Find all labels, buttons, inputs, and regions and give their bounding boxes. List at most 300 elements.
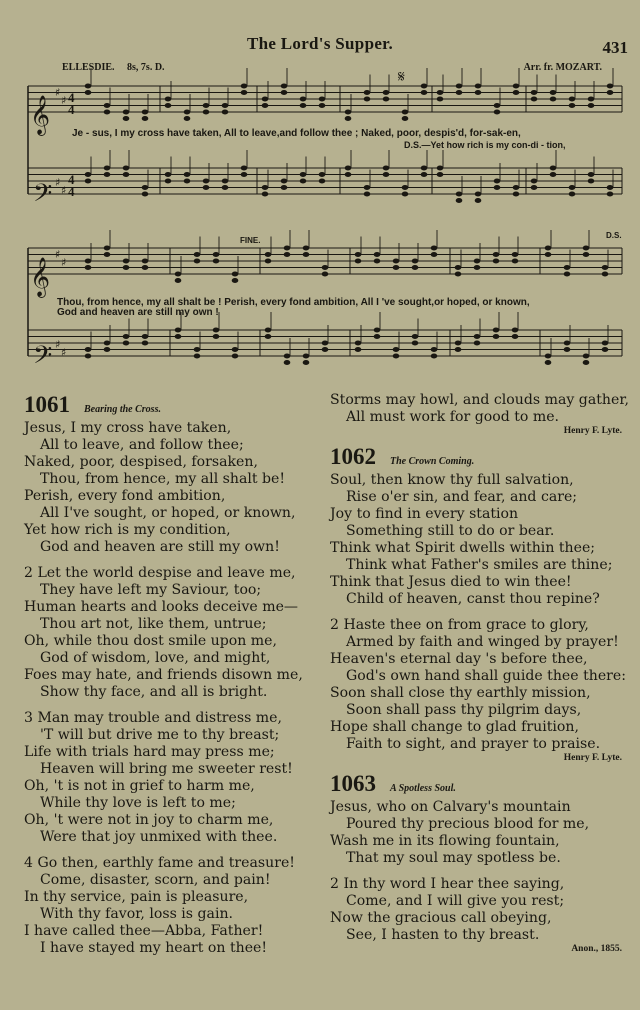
note-head: [564, 341, 571, 346]
stanza-line: Heaven's eternal day 's before thee,: [330, 651, 588, 667]
stanza-number: 3: [24, 710, 38, 726]
note-head: [300, 97, 307, 102]
note-head: [203, 110, 210, 115]
note-head: [545, 360, 552, 365]
note-head: [607, 185, 614, 190]
note-head: [602, 341, 609, 346]
note-head: [104, 246, 111, 251]
tune-name: ELLESDIE.: [62, 62, 115, 73]
note-head: [303, 360, 310, 365]
note-head: [104, 103, 111, 108]
note-head: [545, 354, 552, 359]
note-head: [104, 110, 111, 115]
note-head: [194, 259, 201, 264]
note-head: [213, 328, 220, 333]
note-head: [437, 166, 444, 171]
note-head: [184, 179, 191, 184]
note-head: [494, 185, 501, 190]
stanza-line: I have called thee—Abba, Father!: [24, 923, 264, 939]
stanza-line: See, I hasten to thy breast.: [346, 927, 540, 943]
note-head: [300, 172, 307, 177]
stanza-line: Heaven will bring me sweeter rest!: [40, 761, 293, 777]
note-head: [474, 334, 481, 339]
note-head: [513, 192, 520, 197]
note-head: [241, 166, 248, 171]
hymn-attribution: Henry F. Lyte.: [563, 426, 622, 436]
note-head: [602, 265, 609, 270]
hymn-attribution: Anon., 1855.: [571, 944, 622, 954]
stanza-line: Soul, then know thy full salvation,: [330, 472, 574, 488]
note-head: [564, 265, 571, 270]
stanza-line: 3 Man may trouble and distress me,: [24, 710, 282, 726]
note-head: [602, 347, 609, 352]
lyrics-line-2: Thou, from hence, my all shalt be ! Perish, every fond ambition, All I 've sought,or hoped, or known,: [57, 297, 530, 308]
stanza-line: Human hearts and looks deceive me—: [24, 599, 299, 615]
note-head: [412, 341, 419, 346]
stanza-line: 2 Let the world despise and leave me,: [24, 565, 296, 581]
hymn-number: 1061: [24, 392, 70, 417]
note-head: [194, 354, 201, 359]
note-head: [374, 334, 381, 339]
stanza-line: Thou art not, like them, untrue;: [40, 616, 267, 632]
stanza: [330, 876, 626, 944]
note-head: [241, 90, 248, 95]
note-head: [142, 265, 149, 270]
note-head: [123, 116, 130, 121]
note-head: [513, 90, 520, 95]
note-head: [545, 246, 552, 251]
note-head: [284, 246, 291, 251]
stanza: [24, 710, 324, 846]
note-head: [165, 172, 172, 177]
stanza: [24, 565, 324, 701]
stanza-number: 2: [24, 565, 38, 581]
stanza-line: While thy love is left to me;: [40, 795, 236, 811]
note-head: [123, 265, 130, 270]
time-signature-bottom: 4: [68, 102, 75, 117]
note-head: [222, 110, 229, 115]
note-head: [475, 198, 482, 203]
note-head: [85, 354, 92, 359]
note-head: [412, 334, 419, 339]
treble-clef-icon: 𝄞: [30, 95, 51, 135]
note-head: [412, 259, 419, 264]
stanza-line: Think what Spirit dwells within thee;: [330, 540, 596, 556]
lyrics-line-2b: God and heaven are still my own !: [57, 307, 219, 318]
note-head: [203, 185, 210, 190]
stanza: [24, 420, 324, 556]
note-head: [123, 166, 130, 171]
stanza-line: Come, and I will give you rest;: [346, 893, 565, 909]
note-head: [104, 341, 111, 346]
note-head: [262, 185, 269, 190]
note-head: [383, 172, 390, 177]
treble-clef-icon: 𝄞: [30, 257, 51, 297]
stanza-line: Wash me in its flowing fountain,: [330, 833, 560, 849]
stanza-line: God of wisdom, love, and might,: [40, 650, 271, 666]
stanza-line: Foes may hate, and friends disown me,: [24, 667, 303, 683]
note-head: [421, 166, 428, 171]
note-head: [564, 347, 571, 352]
sharp-icon: ♯: [61, 256, 67, 269]
note-head: [142, 185, 149, 190]
note-head: [474, 259, 481, 264]
note-head: [165, 97, 172, 102]
note-head: [374, 259, 381, 264]
note-head: [431, 354, 438, 359]
note-head: [583, 246, 590, 251]
note-head: [142, 341, 149, 346]
note-head: [265, 252, 272, 257]
stanza-line: Hope shall change to glad fruition,: [330, 719, 579, 735]
note-head: [455, 272, 462, 277]
note-head: [550, 97, 557, 102]
note-head: [393, 354, 400, 359]
note-head: [232, 347, 239, 352]
time-signature-bottom: 4: [68, 184, 75, 199]
bass-clef-icon: 𝄢: [33, 179, 53, 214]
note-head: [175, 334, 182, 339]
note-head: [222, 103, 229, 108]
note-head: [569, 97, 576, 102]
note-head: [475, 90, 482, 95]
stanza-line: Storms may howl, and clouds may gather,: [330, 392, 629, 408]
stanza-line: With thy favor, loss is gain.: [40, 906, 234, 922]
note-head: [319, 97, 326, 102]
note-head: [222, 179, 229, 184]
note-head: [437, 97, 444, 102]
note-head: [456, 90, 463, 95]
note-head: [175, 272, 182, 277]
note-head: [184, 110, 191, 115]
note-head: [262, 97, 269, 102]
note-head: [512, 328, 519, 333]
bass-clef-icon: 𝄢: [33, 341, 53, 376]
stanza-line: That my soul may spotless be.: [346, 850, 561, 866]
note-head: [281, 185, 288, 190]
note-heads: [85, 68, 614, 365]
note-head: [364, 97, 371, 102]
hymn-title: Bearing the Cross.: [84, 404, 161, 415]
note-head: [437, 90, 444, 95]
sharp-icon: ♯: [55, 86, 61, 99]
note-head: [456, 192, 463, 197]
stanza-line: Rise o'er sin, and fear, and care;: [346, 489, 578, 505]
hymn-title: A Spotless Soul.: [390, 783, 456, 794]
stanza-line: Yet how rich is my condition,: [24, 522, 231, 538]
note-head: [474, 341, 481, 346]
stanza-line: Poured thy precious blood for me,: [346, 816, 590, 832]
note-head: [494, 110, 501, 115]
note-head: [588, 179, 595, 184]
note-head: [583, 360, 590, 365]
note-head: [322, 272, 329, 277]
stanza-line: 'T will but drive me to thy breast;: [40, 727, 280, 743]
note-head: [455, 347, 462, 352]
hymn-1061: [24, 392, 324, 957]
stanza-line: I have stayed my heart on thee!: [40, 940, 268, 956]
stanza-line: Faith to sight, and prayer to praise.: [346, 736, 601, 752]
note-head: [284, 354, 291, 359]
note-head: [493, 334, 500, 339]
stanza-line: Jesus, I my cross have taken,: [24, 420, 232, 436]
note-head: [265, 328, 272, 333]
stanza-line: 2 Haste thee on from grace to glory,: [330, 617, 589, 633]
note-head: [241, 84, 248, 89]
note-head: [85, 84, 92, 89]
note-head: [493, 328, 500, 333]
note-head: [431, 246, 438, 251]
note-head: [364, 185, 371, 190]
hymn-1063: [330, 771, 626, 954]
note-head: [104, 172, 111, 177]
note-head: [85, 347, 92, 352]
note-head: [355, 259, 362, 264]
note-head: [588, 103, 595, 108]
note-head: [355, 347, 362, 352]
stanza-line: Thou, from hence, my all shalt be!: [40, 471, 286, 487]
note-head: [602, 272, 609, 277]
ds-mark: D.S.: [606, 231, 622, 240]
column-left: [24, 392, 324, 966]
note-head: [319, 172, 326, 177]
note-head: [421, 90, 428, 95]
note-head: [142, 116, 149, 121]
hymn-1062: [330, 444, 626, 763]
note-head: [569, 185, 576, 190]
note-head: [393, 265, 400, 270]
tune-arranger: Arr. fr. MOZART.: [523, 62, 602, 73]
note-head: [383, 166, 390, 171]
note-head: [175, 328, 182, 333]
note-head: [281, 84, 288, 89]
note-head: [569, 192, 576, 197]
note-head: [104, 252, 111, 257]
note-head: [494, 103, 501, 108]
note-head: [194, 347, 201, 352]
note-head: [588, 97, 595, 102]
note-head: [493, 259, 500, 264]
note-head: [303, 246, 310, 251]
note-head: [393, 347, 400, 352]
note-head: [455, 341, 462, 346]
page-number: 431: [602, 38, 628, 57]
note-head: [583, 354, 590, 359]
note-head: [175, 278, 182, 283]
note-head: [300, 103, 307, 108]
time-signature-top: 4: [68, 90, 75, 105]
note-head: [412, 265, 419, 270]
note-head: [474, 265, 481, 270]
stanza-line: All must work for good to me.: [346, 409, 560, 425]
note-head: [104, 347, 111, 352]
stanza-line: Life with trials hard may press me;: [24, 744, 275, 760]
note-head: [431, 347, 438, 352]
note-head: [213, 334, 220, 339]
note-head: [431, 252, 438, 257]
clefs: [30, 95, 52, 376]
note-head: [85, 259, 92, 264]
note-head: [85, 179, 92, 184]
note-head: [284, 252, 291, 257]
stanza-line: Naked, poor, despised, forsaken,: [24, 454, 258, 470]
stanza-line: 2 In thy word I hear thee saying,: [330, 876, 565, 892]
stanza-line: Think that Jesus died to win thee!: [330, 574, 572, 590]
stanza-line: Armed by faith and winged by prayer!: [346, 634, 619, 650]
note-head: [393, 259, 400, 264]
note-head: [123, 259, 130, 264]
stanza-line: Think what Father's smiles are thine;: [346, 557, 613, 573]
hymn-title: The Crown Coming.: [390, 456, 475, 467]
stanza-line: Jesus, who on Calvary's mountain: [330, 799, 571, 815]
note-head: [550, 90, 557, 95]
note-head: [142, 259, 149, 264]
note-head: [545, 252, 552, 257]
note-head: [123, 172, 130, 177]
segno-icon: 𝄋: [398, 67, 405, 86]
note-head: [421, 84, 428, 89]
note-head: [281, 179, 288, 184]
note-head: [85, 172, 92, 177]
note-head: [383, 90, 390, 95]
note-head: [456, 84, 463, 89]
note-head: [232, 354, 239, 359]
note-head: [531, 185, 538, 190]
stanza-line: Oh, while thou dost smile upon me,: [24, 633, 277, 649]
stanza-line: God's own hand shall guide thee there:: [346, 668, 626, 684]
note-head: [184, 172, 191, 177]
note-head: [364, 90, 371, 95]
note-head: [265, 259, 272, 264]
stanza-number: 2: [330, 617, 344, 633]
stanza-number: 2: [330, 876, 344, 892]
note-head: [513, 84, 520, 89]
key-signatures: [55, 86, 66, 359]
note-head: [194, 252, 201, 257]
sharp-icon: ♯: [61, 184, 67, 197]
note-head: [512, 334, 519, 339]
stanza-line: Joy to find in every station: [330, 506, 519, 522]
note-head: [85, 265, 92, 270]
note-head: [456, 198, 463, 203]
hymn-attribution: Henry F. Lyte.: [563, 753, 622, 763]
page-title: The Lord's Supper.: [246, 34, 393, 53]
note-head: [241, 172, 248, 177]
note-head: [494, 179, 501, 184]
note-head: [165, 103, 172, 108]
stanza: [24, 855, 324, 957]
note-head: [383, 97, 390, 102]
note-head: [607, 90, 614, 95]
note-head: [550, 166, 557, 171]
note-head: [513, 185, 520, 190]
sharp-icon: ♯: [55, 176, 61, 189]
sharp-icon: ♯: [61, 94, 67, 107]
note-head: [284, 360, 291, 365]
note-head: [319, 103, 326, 108]
note-head: [265, 334, 272, 339]
note-head: [355, 252, 362, 257]
stanza: [330, 799, 626, 867]
stanza-line: They have left my Saviour, too;: [40, 582, 262, 598]
note-head: [319, 179, 326, 184]
note-head: [475, 84, 482, 89]
note-head: [303, 354, 310, 359]
note-head: [184, 116, 191, 121]
note-head: [165, 179, 172, 184]
stanza-line: 4 Go then, earthly fame and treasure!: [24, 855, 295, 871]
note-head: [531, 97, 538, 102]
note-head: [85, 90, 92, 95]
sharp-icon: ♯: [55, 338, 61, 351]
stanza-line: Now the gracious call obeying,: [330, 910, 552, 926]
stanza-line: Something still to do or bear.: [346, 523, 555, 539]
stanza-line: Were that joy unmixed with thee.: [40, 829, 278, 845]
note-head: [142, 192, 149, 197]
note-head: [374, 252, 381, 257]
time-signature-top: 4: [68, 172, 75, 187]
note-head: [583, 252, 590, 257]
note-head: [402, 110, 409, 115]
note-head: [364, 192, 371, 197]
note-head: [569, 103, 576, 108]
note-head: [421, 172, 428, 177]
column-right: [330, 392, 629, 962]
note-head: [475, 192, 482, 197]
note-head: [564, 272, 571, 277]
note-head: [531, 90, 538, 95]
note-head: [203, 179, 210, 184]
note-head: [355, 341, 362, 346]
note-head: [550, 172, 557, 177]
stanza-line: Oh, 't were not in joy to charm me,: [24, 812, 274, 828]
note-head: [374, 328, 381, 333]
note-head: [142, 110, 149, 115]
stanza-line: All to leave, and follow thee;: [40, 437, 244, 453]
fine-mark: FINE.: [240, 236, 261, 245]
note-head: [402, 116, 409, 121]
note-head: [281, 90, 288, 95]
note-head: [345, 110, 352, 115]
note-head: [345, 166, 352, 171]
stanza: [330, 617, 626, 753]
note-head: [345, 172, 352, 177]
lyrics-line-1: Je - sus, I my cross have taken, All to leave,and follow thee ; Naked, poor, despis'd, for-sak-en,: [72, 128, 521, 139]
note-head: [512, 252, 519, 257]
note-head: [232, 272, 239, 277]
note-head: [213, 252, 220, 257]
note-head: [437, 172, 444, 177]
note-head: [322, 265, 329, 270]
note-head: [455, 265, 462, 270]
lyrics-ds: D.S.—Yet how rich is my con-di - tion,: [404, 140, 566, 150]
stanza-line: Oh, 't is not in grief to harm me,: [24, 778, 255, 794]
note-head: [142, 334, 149, 339]
note-head: [104, 166, 111, 171]
note-head: [512, 259, 519, 264]
note-head: [213, 259, 220, 264]
note-head: [322, 341, 329, 346]
stanza-line: In thy service, pain is pleasure,: [24, 889, 249, 905]
music-score: [0, 0, 640, 390]
stanza-line: God and heaven are still my own!: [40, 539, 280, 555]
note-head: [607, 192, 614, 197]
note-head: [493, 252, 500, 257]
note-head: [123, 334, 130, 339]
note-head: [402, 185, 409, 190]
stanza-number: 4: [24, 855, 38, 871]
note-head: [123, 110, 130, 115]
